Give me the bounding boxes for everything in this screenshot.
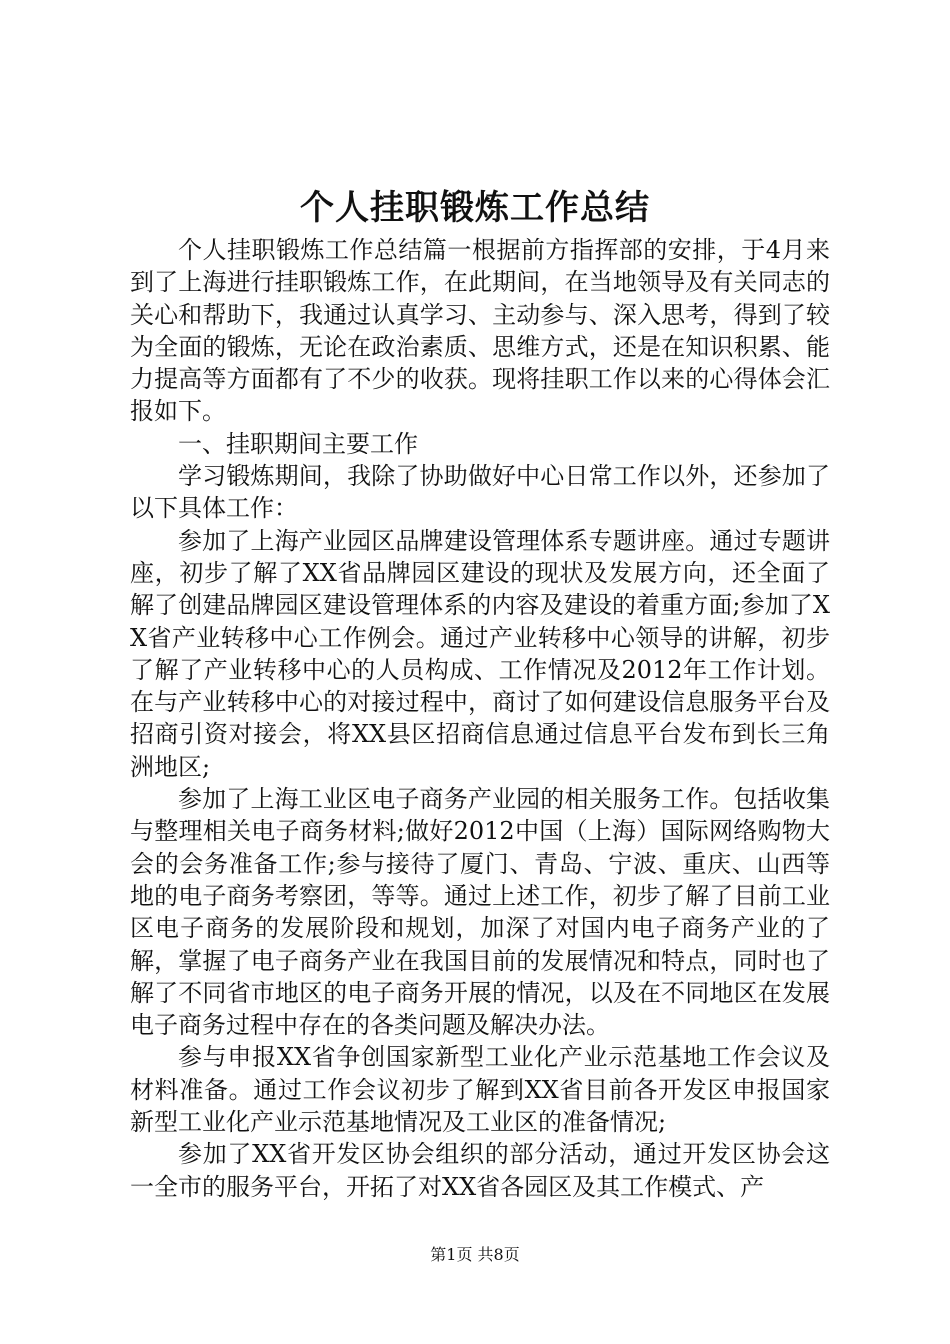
page-footer: 第1页 共8页 <box>430 1245 520 1264</box>
paragraph: 参加了XX省开发区协会组织的部分活动，通过开发区协会这一全市的服务平台，开拓了对XX省各园区及其工作模式、产 <box>130 1140 830 1201</box>
paragraph: 学习锻炼期间，我除了协助做好中心日常工作以外，还参加了以下具体工作： <box>130 462 830 523</box>
document-title: 个人挂职锻炼工作总结 <box>300 188 650 228</box>
document-body <box>130 234 830 1203</box>
paragraph: 参加了上海产业园区品牌建设管理体系专题讲座。通过专题讲座，初步了解了XX省品牌园区建设的现状及发展方向，还全面了解了创建品牌园区建设管理体系的内容及建设的着重方面;参加了XX省产业转移中心工作例会。通过产业转移中心领导的讲解，初步了解了产业转移中心的人员构成、工作情况及2012年工作计划。在与产业转移中心的对接过程中，商讨了如何建设信息服务平台及招商引资对接会，将XX县区招商信息通过信息平台发布到长三角洲地区; <box>130 526 830 781</box>
paragraph-intro: 个人挂职锻炼工作总结篇一根据前方指挥部的安排，于4月来到了上海进行挂职锻炼工作，在此期间，在当地领导及有关同志的关心和帮助下，我通过认真学习、主动参与、深入思考，得到了较为全面的锻炼，无论在政治素质、思维方式，还是在知识积累、能力提高等方面都有了不少的收获。现将挂职工作以来的心得体会汇报如下。 <box>130 236 830 426</box>
section-heading: 一、挂职期间主要工作 <box>178 429 418 458</box>
paragraph: 参加了上海工业区电子商务产业园的相关服务工作。包括收集与整理相关电子商务材料;做好2012中国（上海）国际网络购物大会的会务准备工作;参与接待了厦门、青岛、宁波、重庆、山西等地的电子商务考察团，等等。通过上述工作，初步了解了目前工业区电子商务的发展阶段和规划，加深了对国内电子商务产业的了解，掌握了电子商务产业在我国目前的发展情况和特点，同时也了解了不同省市地区的电子商务开展的情况，以及在不同地区在发展电子商务过程中存在的各类问题及解决办法。 <box>130 785 830 1040</box>
paragraph: 参与申报XX省争创国家新型工业化产业示范基地工作会议及材料准备。通过工作会议初步了解到XX省目前各开发区申报国家新型工业化产业示范基地情况及工业区的准备情况; <box>130 1043 830 1137</box>
